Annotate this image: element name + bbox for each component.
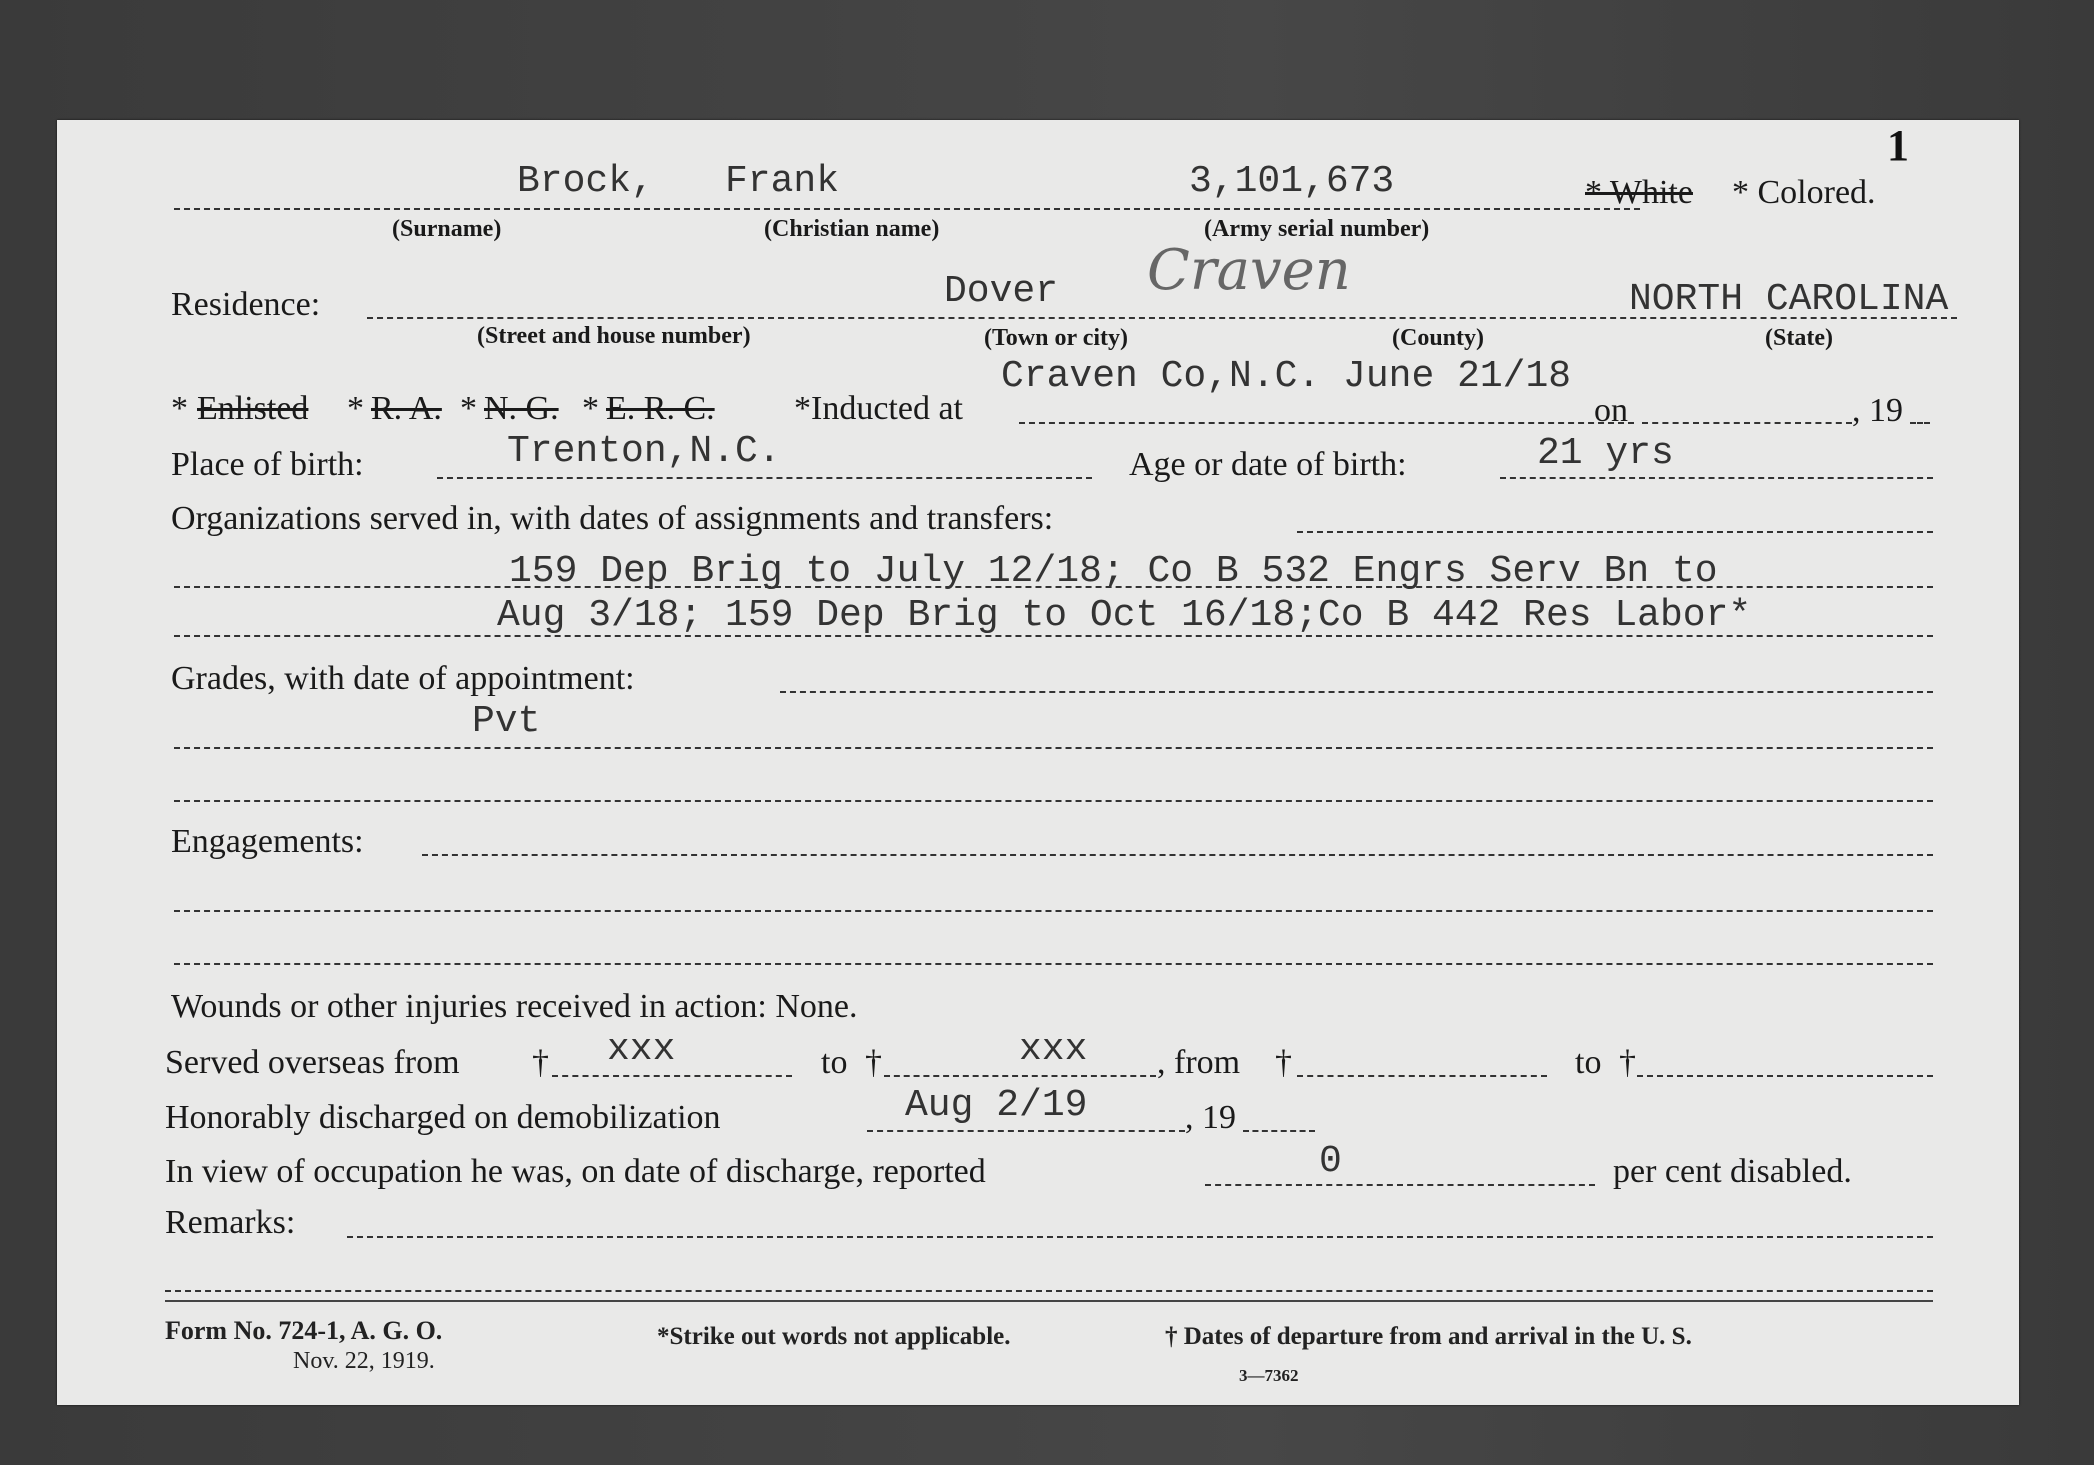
remarks-rule-2	[165, 1290, 1933, 1292]
remarks-label: Remarks:	[165, 1204, 296, 1241]
organizations-label: Organizations served in, with dates of assignments and transfers:	[171, 500, 1054, 537]
engagements-rule-3	[174, 963, 1933, 965]
overseas-dagger-2: †	[865, 1044, 882, 1081]
grades-rule-2	[174, 747, 1933, 749]
place-of-birth-rule	[437, 477, 1092, 479]
disability-rule	[1205, 1184, 1595, 1186]
surname-value: Brock,	[517, 160, 654, 203]
print-code: 3—7362	[1239, 1366, 1299, 1385]
induction-rule	[1019, 422, 1634, 424]
on-label: on	[1594, 392, 1628, 429]
serial-number-value: 3,101,673	[1189, 160, 1395, 203]
overseas-from-label: Served overseas from	[165, 1044, 460, 1081]
dates-note: † Dates of departure from and arrival in the U. S.	[1165, 1323, 1692, 1350]
service-record-card	[57, 120, 2019, 1405]
overseas-to2-rule	[1637, 1075, 1933, 1077]
caption-state: (State)	[1765, 325, 1833, 351]
organizations-line-1: 159 Dep Brig to July 12/18; Co B 532 Engrs Serv Bn to	[509, 550, 1718, 593]
age-rule	[1500, 477, 1933, 479]
induction-typed-value: Craven Co,N.C. June 21/18	[1001, 355, 1572, 398]
engagements-rule-2	[174, 910, 1933, 912]
induction-year-rule	[1910, 422, 1930, 424]
enlisted-label: Enlisted	[197, 390, 309, 427]
christian-name-value: Frank	[725, 160, 840, 203]
caption-christian-name: (Christian name)	[764, 216, 940, 242]
overseas-dagger-3: †	[1275, 1044, 1292, 1081]
grades-rule-3	[174, 800, 1933, 802]
remarks-rule-1	[347, 1236, 1933, 1238]
erc-label: E. R. C.	[606, 390, 715, 427]
wounds-label: Wounds or other injuries received in action: None.	[171, 988, 858, 1025]
strike-out-note: *Strike out words not applicable.	[657, 1323, 1011, 1350]
inducted-at-label: *Inducted at	[794, 390, 963, 427]
overseas-dagger-1: †	[532, 1044, 549, 1081]
residence-state-value: NORTH CAROLINA	[1629, 278, 1949, 321]
caption-county: (County)	[1392, 325, 1485, 351]
organizations-line-2: Aug 3/18; 159 Dep Brig to Oct 16/18;Co B 442 Res Labor*	[497, 594, 1752, 637]
star-3: *	[460, 390, 477, 427]
form-number: Form No. 724-1, A. G. O.	[165, 1316, 443, 1345]
overseas-to-value: xxx	[1019, 1028, 1088, 1071]
discharge-value: Aug 2/19	[905, 1084, 1088, 1127]
discharge-year-rule	[1243, 1130, 1315, 1132]
overseas-dagger-4: †	[1619, 1044, 1636, 1081]
star-1: *	[171, 390, 188, 427]
star-2: *	[347, 390, 364, 427]
ra-label: R. A.	[371, 390, 442, 427]
grades-label: Grades, with date of appointment:	[171, 660, 635, 697]
disability-suffix: per cent disabled.	[1613, 1153, 1852, 1190]
overseas-from2-rule	[1297, 1075, 1547, 1077]
star-4: *	[582, 390, 599, 427]
disability-label: In view of occupation he was, on date of discharge, reported	[165, 1153, 986, 1190]
overseas-to-rule	[884, 1075, 1156, 1077]
disability-value: 0	[1319, 1140, 1342, 1183]
card-number: 1	[1887, 121, 1909, 170]
overseas-from-value: xxx	[607, 1028, 676, 1071]
caption-town: (Town or city)	[984, 325, 1128, 351]
overseas-to2-label: to	[1575, 1044, 1602, 1081]
age-label: Age or date of birth:	[1129, 446, 1407, 483]
residence-label: Residence:	[171, 286, 321, 323]
white-label: * White	[1585, 174, 1693, 211]
caption-street: (Street and house number)	[477, 323, 751, 349]
overseas-from-rule	[552, 1075, 792, 1077]
grades-rule-1	[780, 691, 1933, 693]
discharge-rule	[867, 1130, 1185, 1132]
name-line-rule	[174, 208, 1640, 210]
residence-town-value: Dover	[944, 270, 1059, 313]
colored-label: * Colored.	[1732, 174, 1876, 211]
discharge-label: Honorably discharged on demobilization	[165, 1099, 721, 1136]
place-of-birth-value: Trenton,N.C.	[507, 430, 781, 473]
grades-value: Pvt	[472, 700, 541, 743]
ng-label: N. G.	[484, 390, 559, 427]
engagements-label: Engagements:	[171, 823, 364, 860]
induction-year-label: , 19	[1852, 392, 1903, 429]
place-of-birth-label: Place of birth:	[171, 446, 364, 483]
caption-serial-number: (Army serial number)	[1204, 216, 1430, 242]
footer-divider	[165, 1300, 1933, 1302]
overseas-to-label: to	[821, 1044, 848, 1081]
residence-county-handwritten: Craven	[1147, 238, 1351, 303]
discharge-year-label: , 19	[1185, 1099, 1236, 1136]
overseas-from2-label: , from	[1157, 1044, 1241, 1081]
induction-date-rule	[1642, 422, 1852, 424]
form-date: Nov. 22, 1919.	[293, 1348, 435, 1374]
engagements-rule-1	[422, 854, 1933, 856]
caption-surname: (Surname)	[392, 216, 502, 242]
age-value: 21 yrs	[1537, 432, 1674, 475]
organizations-rule-1	[1297, 531, 1933, 533]
